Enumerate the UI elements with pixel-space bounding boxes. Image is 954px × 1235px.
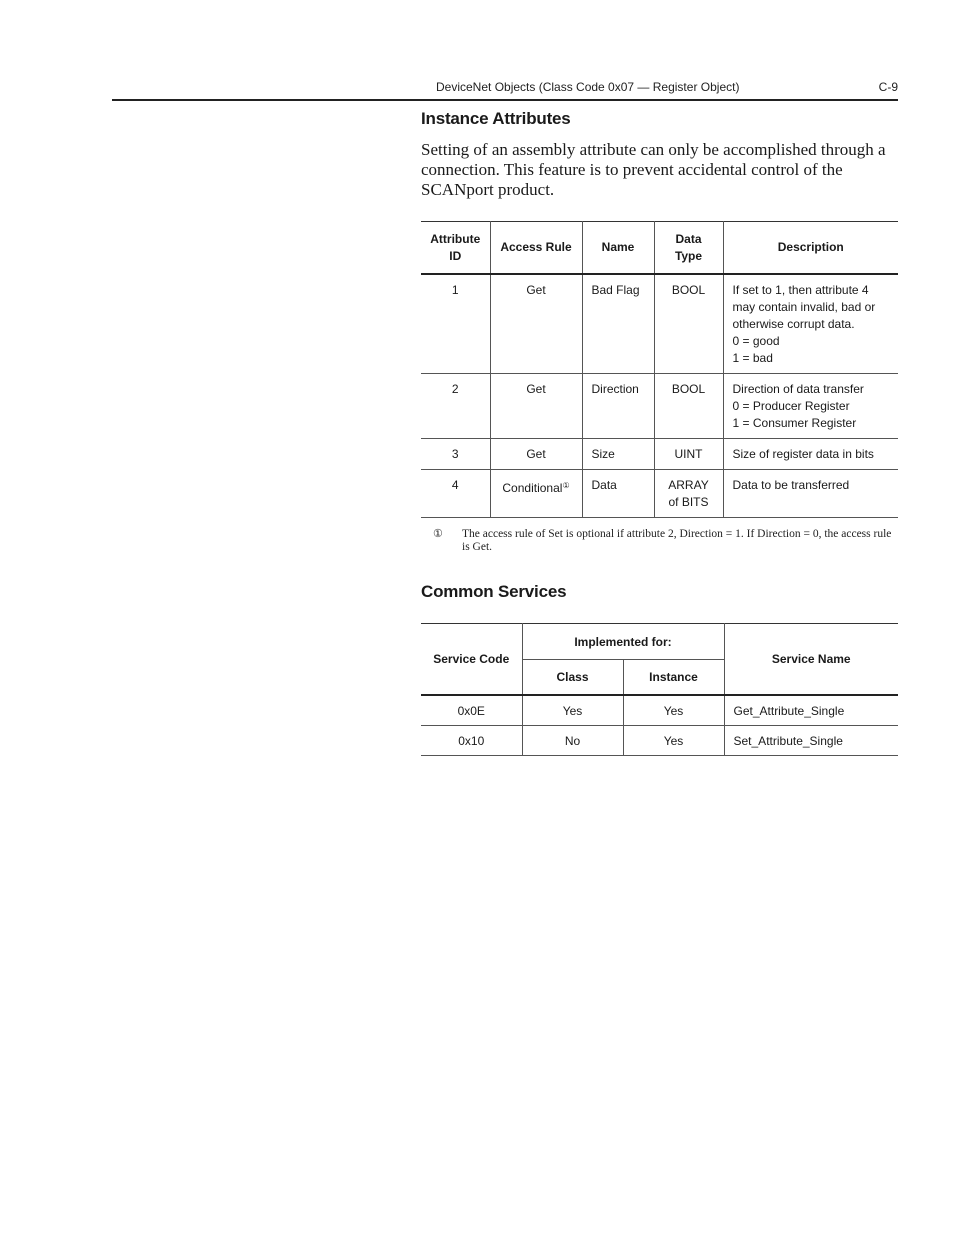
instance-support: Yes (623, 726, 724, 756)
col-description: Description (723, 222, 898, 275)
description-line: 1 = bad (732, 351, 773, 365)
access-rule: Get (490, 274, 582, 374)
attribute-id: 1 (421, 274, 490, 374)
service-name: Set_Attribute_Single (724, 726, 898, 756)
common-services-table (421, 623, 898, 756)
data-type: UINT (654, 439, 723, 470)
footnote-reference: ① (562, 481, 570, 490)
col-class: Class (522, 660, 623, 696)
running-title: DeviceNet Objects (Class Code 0x07 — Register Object) (436, 80, 740, 94)
instance-attributes-heading: Instance Attributes (421, 109, 571, 128)
col-instance: Instance (623, 660, 724, 696)
attribute-id: 3 (421, 439, 490, 470)
col-service-name: Service Name (724, 624, 898, 696)
class-support: No (522, 726, 623, 756)
description-line: If set to 1, then attribute 4 (732, 283, 869, 297)
description-line: 1 = Consumer Register (732, 416, 857, 430)
attribute-name: Data (582, 470, 654, 518)
header-rule (112, 99, 898, 101)
description-line: 0 = Producer Register (732, 399, 850, 413)
table-header-row (421, 624, 898, 660)
instance-attributes-table (421, 221, 898, 518)
description-line: Size of register data in bits (732, 447, 874, 461)
description (723, 470, 898, 518)
common-services-heading: Common Services (421, 582, 567, 601)
class-support: Yes (522, 695, 623, 726)
footnote-mark: ① (433, 528, 443, 540)
access-rule-text: Conditional (502, 481, 563, 495)
data-type: BOOL (654, 274, 723, 374)
description-line: may contain invalid, bad or (732, 300, 876, 314)
attribute-id: 2 (421, 374, 490, 439)
attribute-name: Size (582, 439, 654, 470)
description-line: Direction of data transfer (732, 382, 864, 396)
service-code: 0x0E (421, 695, 522, 726)
table-row (421, 726, 898, 756)
table-footnote (433, 528, 898, 554)
attribute-name: Bad Flag (582, 274, 654, 374)
description-line: otherwise corrupt data. (732, 317, 855, 331)
table-row (421, 470, 898, 518)
attribute-id: 4 (421, 470, 490, 518)
attribute-name: Direction (582, 374, 654, 439)
col-attribute-id: Attribute ID (421, 222, 490, 275)
table-row (421, 274, 898, 374)
col-data-type: Data Type (654, 222, 723, 275)
instance-support: Yes (623, 695, 724, 726)
footnote-text: The access rule of Set is optional if attribute 2, Direction = 1. If Direction = 0, the access rule is Get. (462, 528, 892, 553)
access-rule: Get (490, 374, 582, 439)
table-row (421, 695, 898, 726)
description-line: 0 = good (732, 334, 780, 348)
description (723, 439, 898, 470)
table-header-row (421, 222, 898, 275)
col-implemented-for: Implemented for: (522, 624, 724, 660)
service-name: Get_Attribute_Single (724, 695, 898, 726)
col-name: Name (582, 222, 654, 275)
intro-paragraph: Setting of an assembly attribute can only be accomplished through a connection. This feature is to prevent accidental control of the SCANport product. (421, 140, 886, 199)
table-row (421, 374, 898, 439)
access-rule: Get (490, 439, 582, 470)
access-rule (490, 470, 582, 518)
page-number: C-9 (878, 80, 898, 94)
data-type: ARRAY of BITS (654, 470, 723, 518)
table-row (421, 439, 898, 470)
data-type: BOOL (654, 374, 723, 439)
col-access-rule: Access Rule (490, 222, 582, 275)
service-code: 0x10 (421, 726, 522, 756)
running-header (436, 80, 898, 94)
description-line: Data to be transferred (732, 478, 850, 492)
description (723, 374, 898, 439)
col-service-code: Service Code (421, 624, 522, 696)
description (723, 274, 898, 374)
